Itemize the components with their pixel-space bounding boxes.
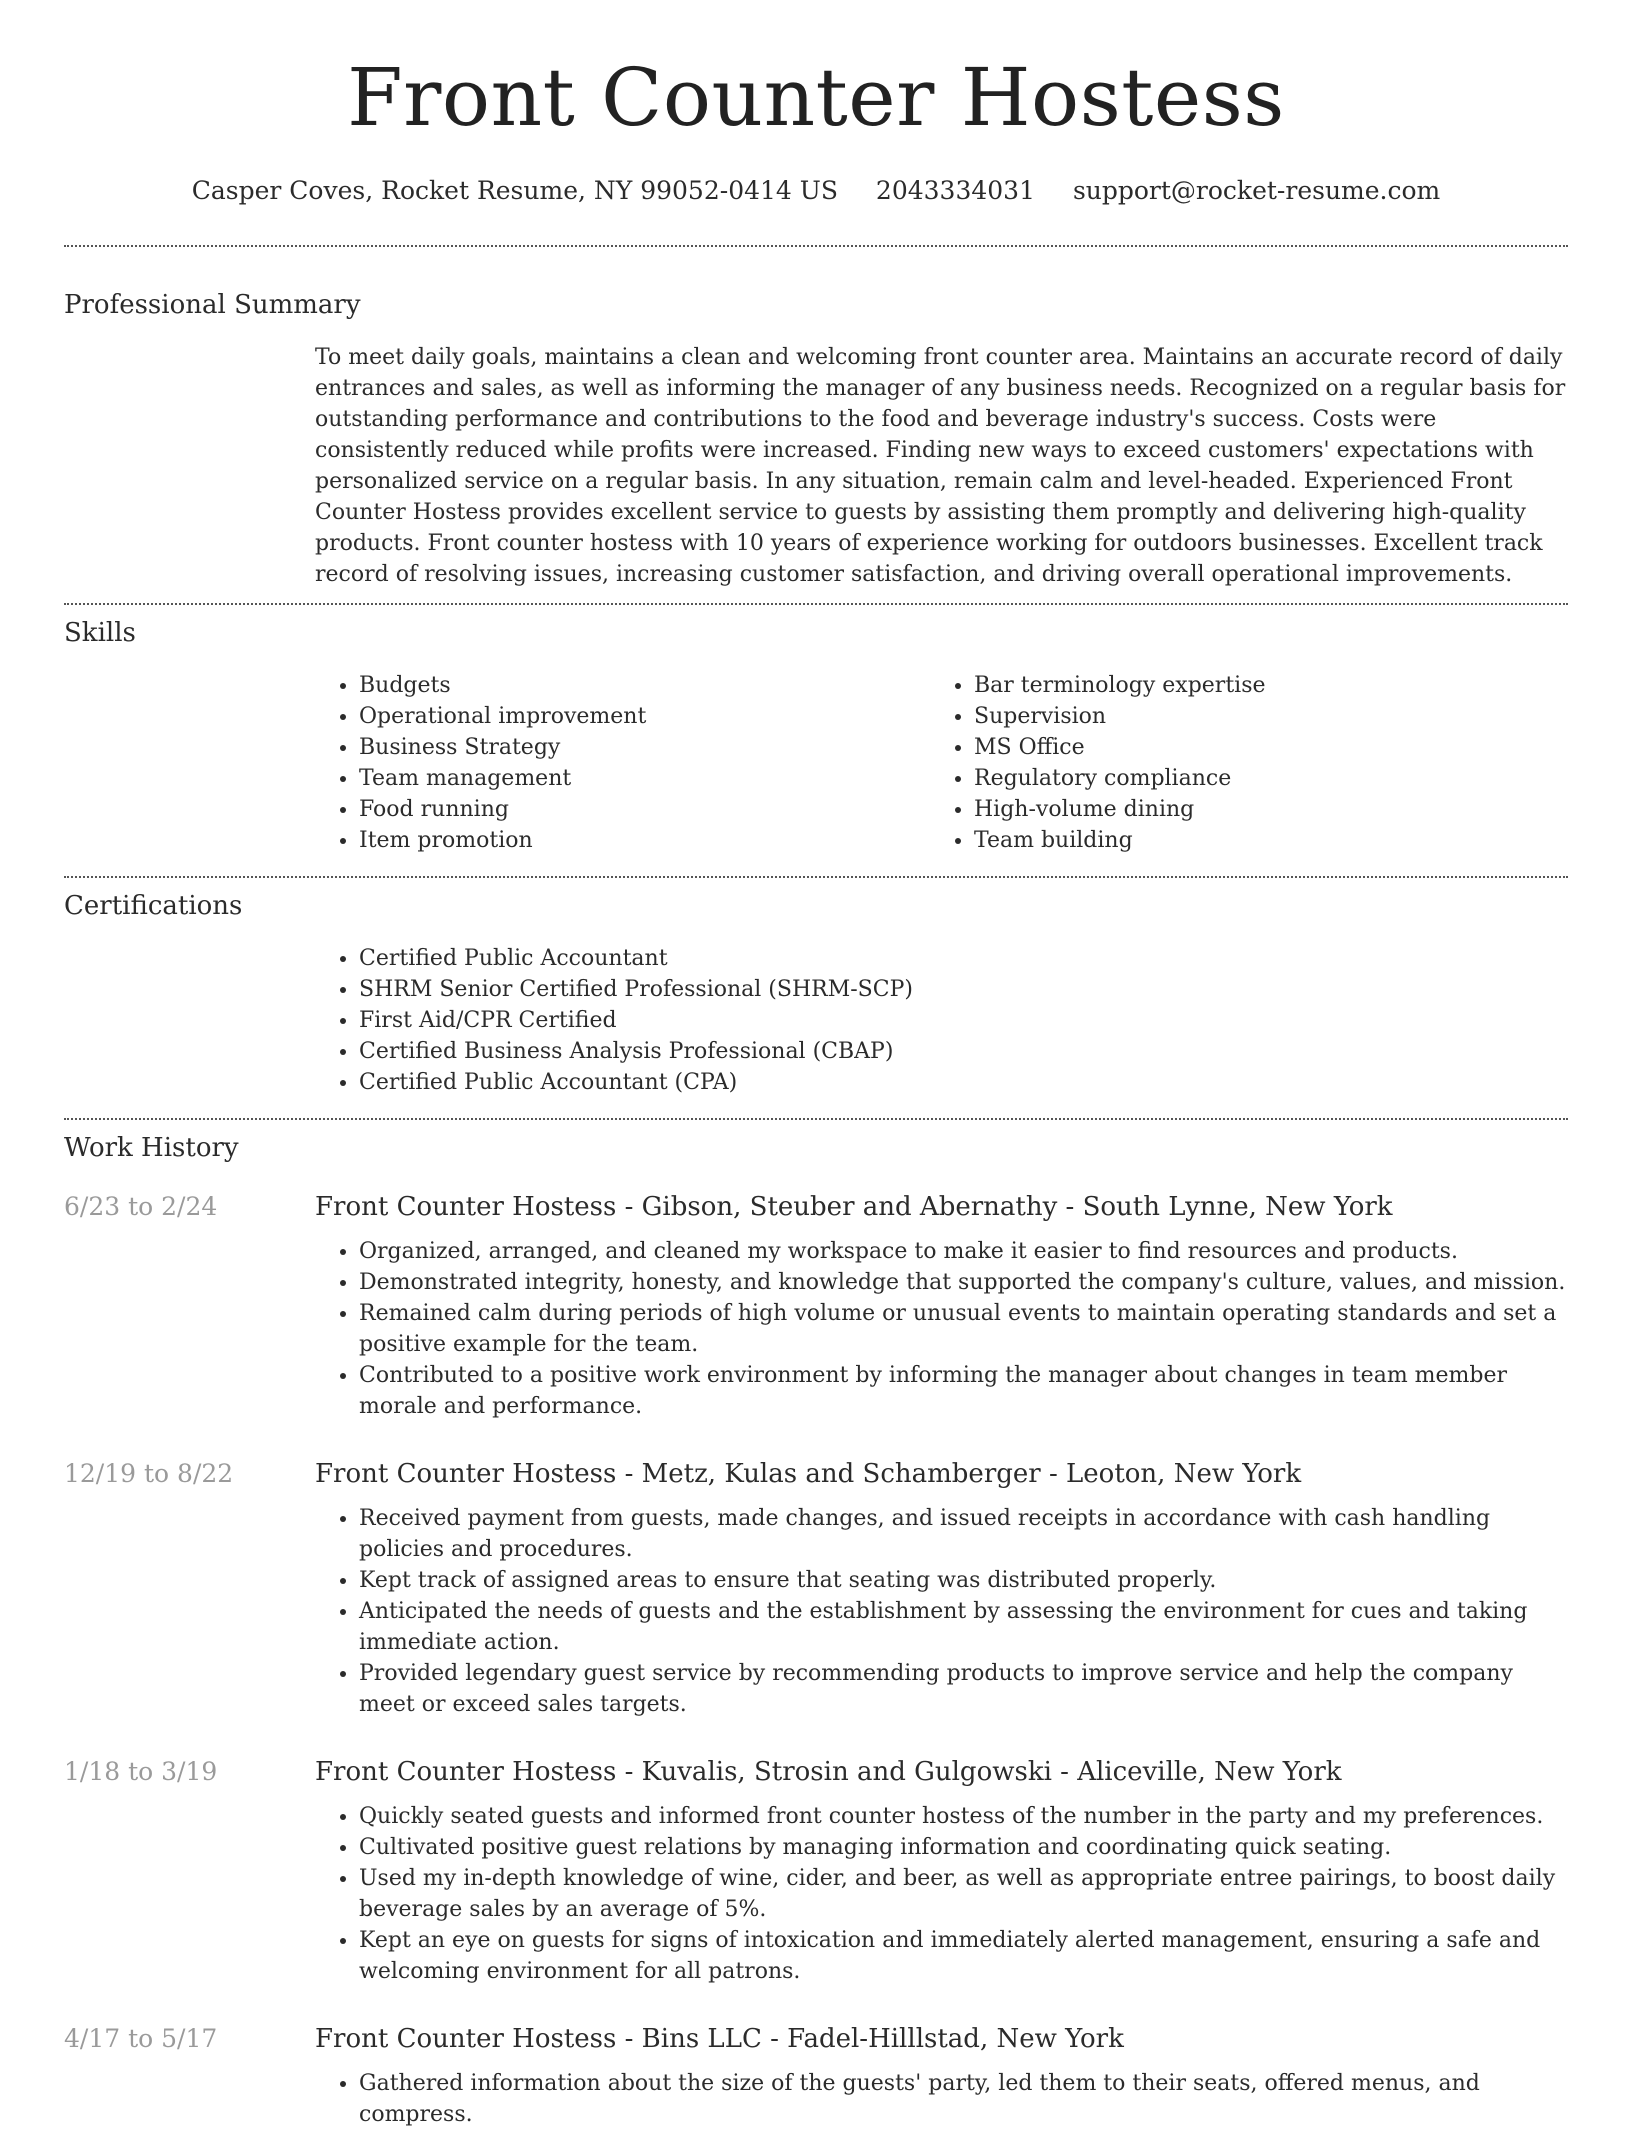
certification-item: • SHRM Senior Certified Professional (SHRM-SCP): [359, 974, 1568, 1005]
job-bullet: • Received payment from guests, made changes, and issued receipts in accordance with cash handling policies and procedures.: [359, 1503, 1568, 1565]
skill-item: • Food running: [359, 794, 930, 825]
job-bullet: • Contributed to a positive work environment by informing the manager about changes in team member morale and performance.: [359, 1360, 1568, 1422]
skill-item: • Bar terminology expertise: [974, 670, 1545, 701]
job-dates: 6/23 to 2/24: [64, 1192, 218, 1221]
job-dates: 1/18 to 3/19: [64, 1757, 218, 1786]
skill-item: • Operational improvement: [359, 701, 930, 732]
skill-item: • High-volume dining: [974, 794, 1545, 825]
job-bullet: • Remained calm during periods of high volume or unusual events to maintain operating standards and set a positive example for the team.: [359, 1298, 1568, 1360]
certifications-section: [64, 889, 1568, 1098]
job-bullet: • Cultivated positive guest relations by managing information and coordinating quick seating.: [359, 1832, 1568, 1863]
certification-item: • Certified Public Accountant: [359, 943, 1568, 974]
job-entry: [64, 1457, 1568, 1720]
skills-list-right: [930, 670, 1545, 856]
job-entry: [64, 1755, 1568, 1987]
skill-item: • Team management: [359, 763, 930, 794]
job-entry: [64, 2022, 1568, 2130]
certification-item: • Certified Public Accountant (CPA): [359, 1067, 1568, 1098]
resume-name: Front Counter Hostess: [347, 51, 1285, 144]
job-bullet: • Kept track of assigned areas to ensure that seating was distributed properly.: [359, 1565, 1568, 1596]
job-bullets: [315, 1801, 1568, 1987]
summary-section: [64, 288, 1568, 590]
certification-item: • First Aid/CPR Certified: [359, 1005, 1568, 1036]
certifications-title: Certifications: [64, 891, 243, 921]
job-dates: 12/19 to 8/22: [64, 1459, 234, 1488]
skills-section: [64, 616, 1568, 856]
skill-item: • MS Office: [974, 732, 1545, 763]
contact-line: [64, 174, 1568, 208]
skills-title: Skills: [64, 618, 136, 648]
job-bullet: • Anticipated the needs of guests and the establishment by assessing the environment for cues and taking immediate action.: [359, 1596, 1568, 1658]
job-heading: Front Counter Hostess - Metz, Kulas and Schamberger - Leoton, New York: [315, 1459, 1302, 1489]
certifications-list: [315, 943, 1568, 1098]
summary-text: To meet daily goals, maintains a clean and welcoming front counter area. Maintains an accurate record of daily entrances and sales, as well as informing the manager of any business needs. Recognized on a regular basis for outstanding performance and contributions to the food and beverage industry's success. Costs were consistently reduced while profits were increased. Finding new ways to exceed customers' expectations with personalized service on a regular basis. In any situation, remain calm and level-headed. Experienced Front Counter Hostess provides excellent service to guests by assisting them promptly and delivering high-quality products. Front counter hostess with 10 years of experience working for outdoors businesses. Excellent track record of resolving issues, increasing customer satisfaction, and driving overall operational improvements.: [315, 345, 1566, 587]
work-history-section: [64, 1131, 1568, 2130]
job-bullet: • Demonstrated integrity, honesty, and knowledge that supported the company's culture, values, and mission.: [359, 1267, 1568, 1298]
contact-email: support@rocket-resume.com: [1072, 176, 1441, 205]
summary-title: Professional Summary: [64, 290, 361, 320]
divider: [64, 603, 1568, 605]
divider: [64, 245, 1568, 247]
job-heading: Front Counter Hostess - Bins LLC - Fadel-Hilllstad, New York: [315, 2024, 1124, 2054]
job-entry: [64, 1190, 1568, 1422]
certification-item: • Certified Business Analysis Professional (CBAP): [359, 1036, 1568, 1067]
job-bullet: • Gathered information about the size of the guests' party, led them to their seats, offered menus, and compress.: [359, 2068, 1568, 2130]
job-bullet: • Quickly seated guests and informed front counter hostess of the number in the party and my preferences.: [359, 1801, 1568, 1832]
work-history-title: Work History: [64, 1133, 239, 1163]
resume-page: [64, 0, 1568, 2130]
job-bullet: • Provided legendary guest service by recommending products to improve service and help the company meet or exceed sales targets.: [359, 1658, 1568, 1720]
job-bullet: • Organized, arranged, and cleaned my workspace to make it easier to find resources and products.: [359, 1236, 1568, 1267]
job-heading: Front Counter Hostess - Kuvalis, Strosin and Gulgowski - Aliceville, New York: [315, 1757, 1342, 1787]
job-bullets: [315, 1503, 1568, 1720]
job-heading: Front Counter Hostess - Gibson, Steuber and Abernathy - South Lynne, New York: [315, 1192, 1393, 1222]
skill-item: • Regulatory compliance: [974, 763, 1545, 794]
skill-item: • Item promotion: [359, 825, 930, 856]
skill-item: • Team building: [974, 825, 1545, 856]
skill-item: • Budgets: [359, 670, 930, 701]
skills-list-left: [315, 670, 930, 856]
contact-address: Casper Coves, Rocket Resume, NY 99052-0414 US: [191, 176, 838, 205]
contact-phone: 2043334031: [875, 176, 1035, 205]
divider: [64, 1118, 1568, 1120]
job-bullet: • Used my in-depth knowledge of wine, cider, and beer, as well as appropriate entree pairings, to boost daily beverage sales by an average of 5%.: [359, 1863, 1568, 1925]
job-dates: 4/17 to 5/17: [64, 2024, 218, 2053]
job-bullets: [315, 2068, 1568, 2130]
job-bullet: • Kept an eye on guests for signs of intoxication and immediately alerted management, ensuring a safe and welcoming environment for all patrons.: [359, 1925, 1568, 1987]
skill-item: • Business Strategy: [359, 732, 930, 763]
job-bullets: [315, 1236, 1568, 1422]
skill-item: • Supervision: [974, 701, 1545, 732]
divider: [64, 876, 1568, 878]
